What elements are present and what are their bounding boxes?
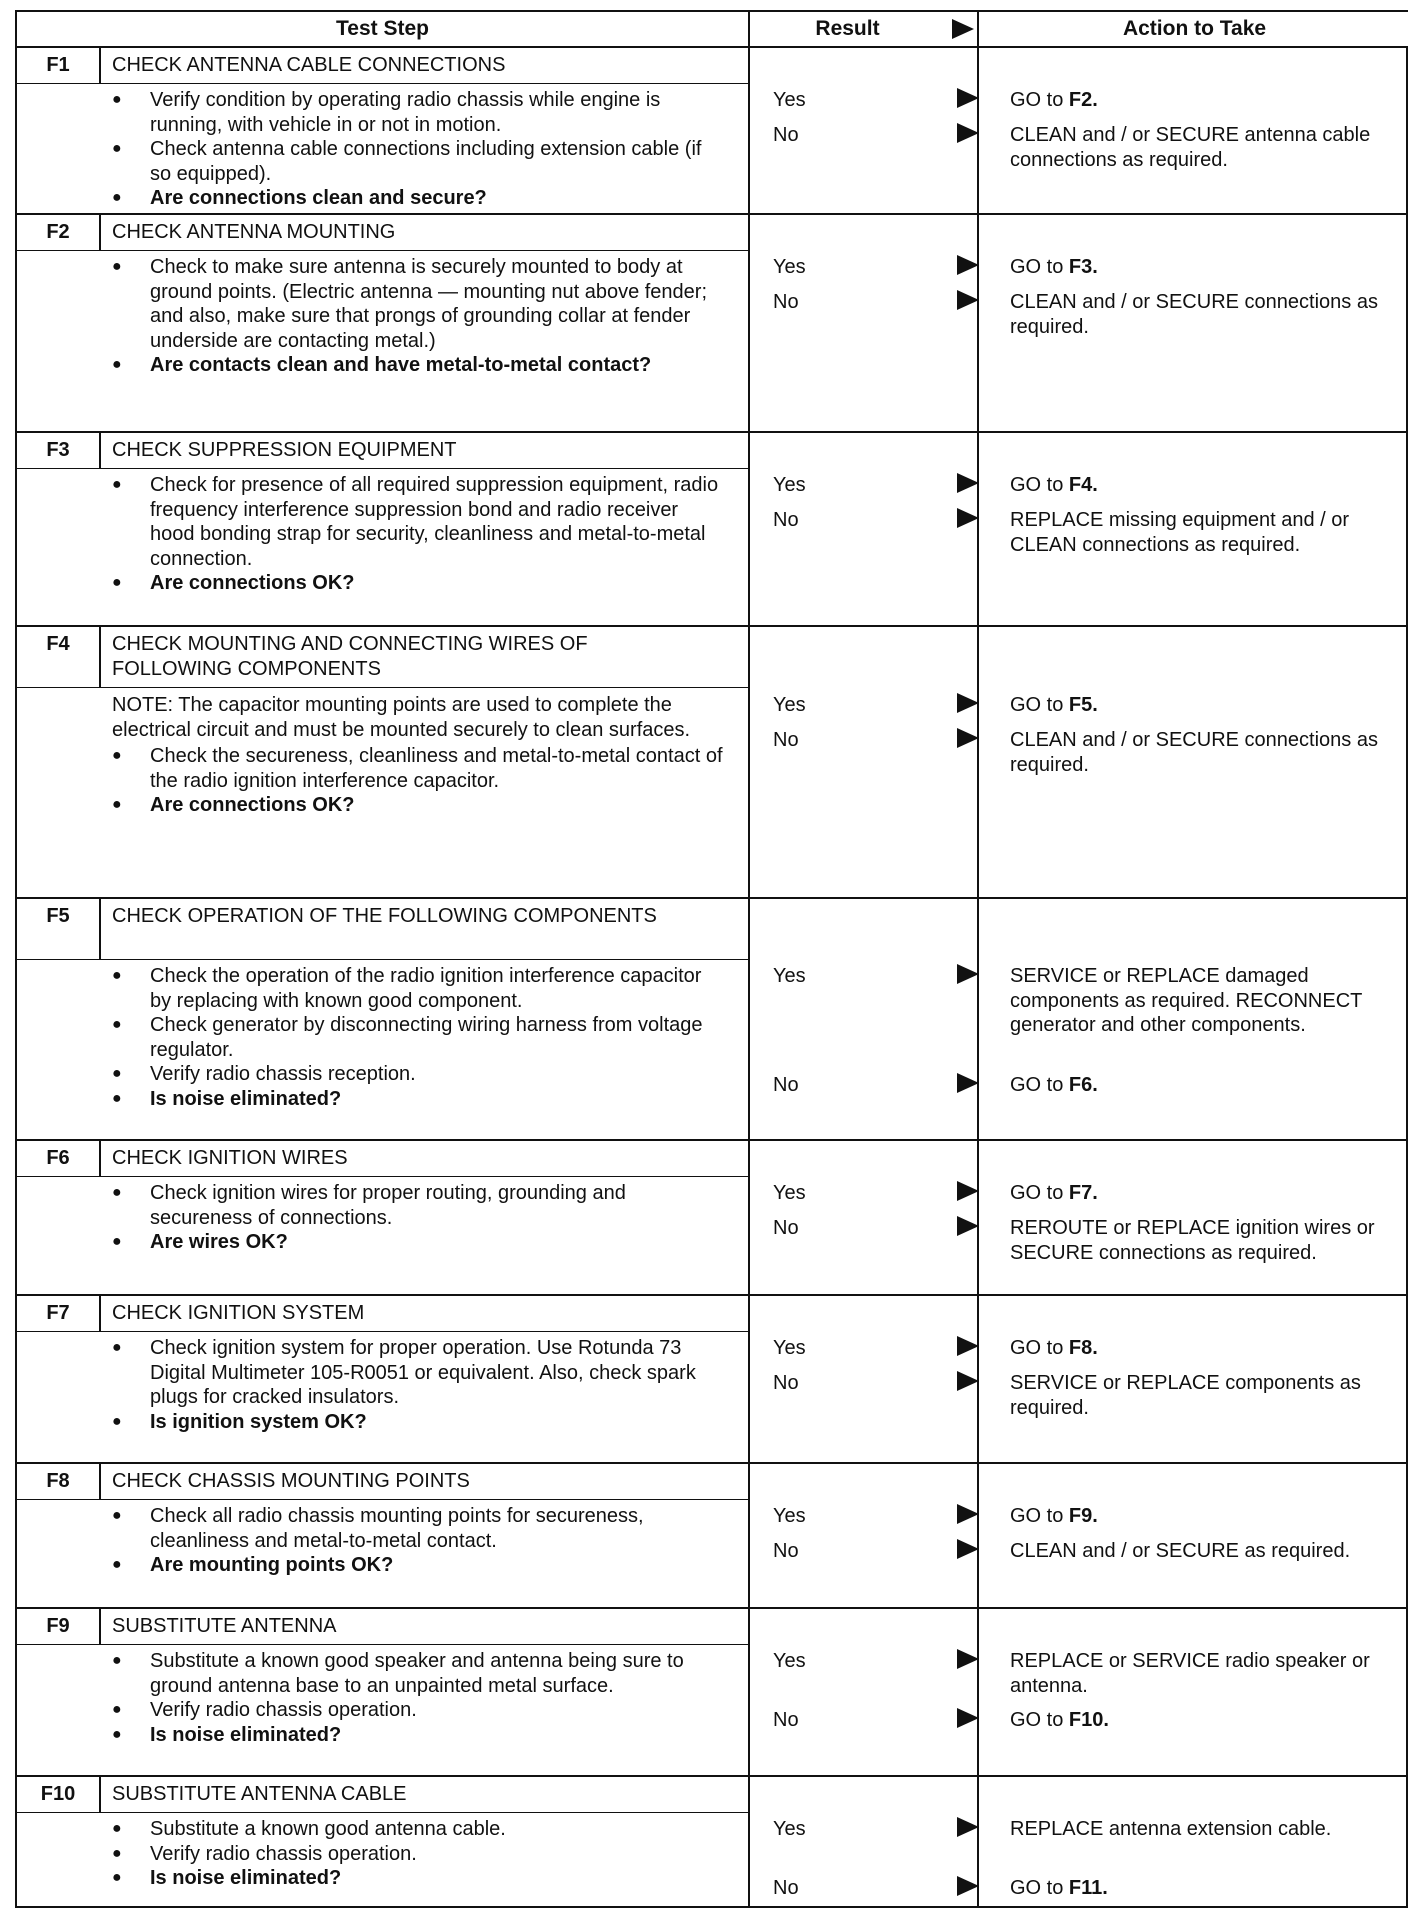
step-body bbox=[112, 255, 727, 378]
step-bullet: ● Check antenna cable connections including extension cable (if so equipped). bbox=[112, 137, 727, 186]
step-bullet: ● Check ignition system for proper operation. Use Rotunda 73 Digital Multimeter 105-R0051 or equivalent. Also, check spark plugs for cracked insulators. bbox=[112, 1336, 727, 1410]
step-question: ● Are connections clean and secure? bbox=[112, 186, 727, 211]
arrow-icon bbox=[957, 1817, 979, 1837]
action-no: GO to F11. bbox=[1010, 1877, 1108, 1899]
action-yes: GO to F5. bbox=[1010, 694, 1098, 716]
arrow-icon bbox=[957, 964, 979, 984]
arrow-icon bbox=[957, 1708, 979, 1728]
result-yes: Yes bbox=[773, 1818, 806, 1840]
step-title: CHECK MOUNTING AND CONNECTING WIRES OF FOLLOWING COMPONENTS bbox=[112, 633, 588, 680]
arrow-icon bbox=[957, 290, 979, 310]
step-id: F6 bbox=[46, 1147, 70, 1169]
result-yes: Yes bbox=[773, 965, 806, 987]
step-body bbox=[112, 1817, 727, 1891]
step-question: ● Are mounting points OK? bbox=[112, 1553, 727, 1578]
arrow-icon bbox=[957, 1336, 979, 1356]
result-yes: Yes bbox=[773, 256, 806, 278]
action-yes: GO to F9. bbox=[1010, 1505, 1098, 1527]
result-no: No bbox=[773, 1217, 799, 1239]
diagnostic-table bbox=[15, 10, 1408, 1908]
step-title: SUBSTITUTE ANTENNA CABLE bbox=[112, 1783, 407, 1805]
action-no: CLEAN and / or SECURE connections as required. bbox=[1010, 729, 1378, 776]
step-id: F9 bbox=[46, 1615, 70, 1637]
step-question: ● Is noise eliminated? bbox=[112, 1866, 727, 1891]
action-no: CLEAN and / or SECURE antenna cable connections as required. bbox=[1010, 124, 1371, 171]
arrow-icon bbox=[957, 1181, 979, 1201]
action-yes: SERVICE or REPLACE damaged components as required. RECONNECT generator and other components. bbox=[1010, 965, 1362, 1036]
step-row bbox=[15, 1775, 1408, 1908]
action-no: GO to F10. bbox=[1010, 1709, 1109, 1731]
step-id: F4 bbox=[46, 633, 70, 655]
step-row bbox=[15, 1294, 1408, 1462]
action-no: CLEAN and / or SECURE as required. bbox=[1010, 1540, 1351, 1562]
result-no: No bbox=[773, 1540, 799, 1562]
arrow-icon bbox=[957, 1876, 979, 1896]
step-bullet: ● Verify radio chassis operation. bbox=[112, 1698, 727, 1723]
step-question: ● Is noise eliminated? bbox=[112, 1723, 727, 1748]
step-row bbox=[15, 625, 1408, 897]
action-no: GO to F6. bbox=[1010, 1074, 1098, 1096]
step-question: ● Is ignition system OK? bbox=[112, 1410, 727, 1435]
step-body bbox=[112, 964, 727, 1111]
action-yes: GO to F4. bbox=[1010, 474, 1098, 496]
step-id: F2 bbox=[46, 221, 70, 243]
step-note: NOTE: The capacitor mounting points are used to complete the electrical circuit and must be mounted securely to clean surfaces. bbox=[112, 694, 691, 741]
arrow-icon bbox=[957, 255, 979, 275]
header-arrow-icon bbox=[952, 19, 974, 39]
result-yes: Yes bbox=[773, 474, 806, 496]
result-no: No bbox=[773, 1709, 799, 1731]
step-bullet: ● Check to make sure antenna is securely mounted to body at ground points. (Electric antenna — mounting nut above fender; and also, make sure that prongs of grounding collar at fender underside are contacting metal.) bbox=[112, 255, 727, 353]
step-body bbox=[112, 1504, 727, 1578]
arrow-icon bbox=[957, 728, 979, 748]
step-bullet: ● Verify radio chassis operation. bbox=[112, 1842, 727, 1867]
step-bullet: ● Check for presence of all required suppression equipment, radio frequency interference suppression bond and radio receiver hood bonding strap for security, cleanliness and metal-to-metal connection. bbox=[112, 473, 727, 571]
step-row bbox=[15, 213, 1408, 431]
step-bullet: ● Check the secureness, cleanliness and metal-to-metal contact of the radio ignition interference capacitor. bbox=[112, 744, 727, 793]
step-title: CHECK IGNITION WIRES bbox=[112, 1147, 348, 1169]
arrow-icon bbox=[957, 1216, 979, 1236]
step-id: F7 bbox=[46, 1302, 70, 1324]
step-title: CHECK ANTENNA CABLE CONNECTIONS bbox=[112, 54, 506, 76]
table-header bbox=[15, 10, 1408, 46]
result-no: No bbox=[773, 124, 799, 146]
arrow-icon bbox=[957, 508, 979, 528]
arrow-icon bbox=[957, 123, 979, 143]
header-result: Result bbox=[815, 17, 880, 40]
result-yes: Yes bbox=[773, 1650, 806, 1672]
header-action: Action to Take bbox=[1122, 17, 1267, 40]
step-bullet: ● Substitute a known good antenna cable. bbox=[112, 1817, 727, 1842]
result-yes: Yes bbox=[773, 1182, 806, 1204]
action-no: CLEAN and / or SECURE connections as required. bbox=[1010, 291, 1378, 338]
step-title: SUBSTITUTE ANTENNA bbox=[112, 1615, 337, 1637]
arrow-icon bbox=[957, 1504, 979, 1524]
step-body bbox=[112, 1181, 727, 1255]
step-id: F8 bbox=[46, 1470, 70, 1492]
step-title: CHECK CHASSIS MOUNTING POINTS bbox=[112, 1470, 470, 1492]
result-no: No bbox=[773, 1372, 799, 1394]
step-row bbox=[15, 1462, 1408, 1607]
result-yes: Yes bbox=[773, 694, 806, 716]
header-test-step: Test Step bbox=[336, 17, 429, 40]
arrow-icon bbox=[957, 693, 979, 713]
step-body bbox=[112, 1649, 727, 1747]
step-body bbox=[112, 1336, 727, 1434]
step-body bbox=[112, 473, 727, 596]
step-question: ● Are connections OK? bbox=[112, 793, 727, 818]
step-body bbox=[112, 693, 727, 818]
step-body bbox=[112, 88, 727, 211]
arrow-icon bbox=[957, 1539, 979, 1559]
step-bullet: ● Verify radio chassis reception. bbox=[112, 1062, 727, 1087]
step-row bbox=[15, 431, 1408, 625]
action-yes: GO to F7. bbox=[1010, 1182, 1098, 1204]
result-no: No bbox=[773, 1877, 799, 1899]
step-bullet: ● Verify condition by operating radio chassis while engine is running, with vehicle in or not in motion. bbox=[112, 88, 727, 137]
step-bullet: ● Check all radio chassis mounting points for secureness, cleanliness and metal-to-metal contact. bbox=[112, 1504, 727, 1553]
step-id: F10 bbox=[40, 1783, 76, 1805]
result-no: No bbox=[773, 509, 799, 531]
result-yes: Yes bbox=[773, 1505, 806, 1527]
step-question: ● Are wires OK? bbox=[112, 1230, 727, 1255]
step-id: F5 bbox=[46, 905, 70, 927]
step-bullet: ● Check generator by disconnecting wiring harness from voltage regulator. bbox=[112, 1013, 727, 1062]
arrow-icon bbox=[957, 88, 979, 108]
step-bullet: ● Substitute a known good speaker and antenna being sure to ground antenna base to an unpainted metal surface. bbox=[112, 1649, 727, 1698]
step-question: ● Are contacts clean and have metal-to-metal contact? bbox=[112, 353, 727, 378]
step-row bbox=[15, 1607, 1408, 1775]
step-row bbox=[15, 46, 1408, 213]
step-id: F3 bbox=[46, 439, 70, 461]
step-title: CHECK ANTENNA MOUNTING bbox=[112, 221, 396, 243]
action-no: REPLACE missing equipment and / or CLEAN connections as required. bbox=[1010, 509, 1350, 556]
result-no: No bbox=[773, 1074, 799, 1096]
action-yes: REPLACE or SERVICE radio speaker or antenna. bbox=[1010, 1650, 1370, 1697]
action-yes: REPLACE antenna extension cable. bbox=[1010, 1818, 1332, 1840]
step-title: CHECK OPERATION OF THE FOLLOWING COMPONENTS bbox=[112, 905, 657, 927]
result-no: No bbox=[773, 291, 799, 313]
action-yes: GO to F3. bbox=[1010, 256, 1098, 278]
arrow-icon bbox=[957, 1371, 979, 1391]
result-yes: Yes bbox=[773, 89, 806, 111]
action-yes: GO to F2. bbox=[1010, 89, 1098, 111]
step-title: CHECK SUPPRESSION EQUIPMENT bbox=[112, 439, 457, 461]
arrow-icon bbox=[957, 473, 979, 493]
step-question: ● Is noise eliminated? bbox=[112, 1087, 727, 1112]
action-no: REROUTE or REPLACE ignition wires or SECURE connections as required. bbox=[1010, 1217, 1375, 1264]
step-row bbox=[15, 1139, 1408, 1294]
action-yes: GO to F8. bbox=[1010, 1337, 1098, 1359]
step-bullet: ● Check ignition wires for proper routing, grounding and secureness of connections. bbox=[112, 1181, 727, 1230]
arrow-icon bbox=[957, 1073, 979, 1093]
arrow-icon bbox=[957, 1649, 979, 1669]
step-title: CHECK IGNITION SYSTEM bbox=[112, 1302, 365, 1324]
step-bullet: ● Check the operation of the radio ignition interference capacitor by replacing with known good component. bbox=[112, 964, 727, 1013]
step-id: F1 bbox=[46, 54, 70, 76]
step-row bbox=[15, 897, 1408, 1139]
step-question: ● Are connections OK? bbox=[112, 571, 727, 596]
result-yes: Yes bbox=[773, 1337, 806, 1359]
result-no: No bbox=[773, 729, 799, 751]
action-no: SERVICE or REPLACE components as required. bbox=[1010, 1372, 1361, 1419]
